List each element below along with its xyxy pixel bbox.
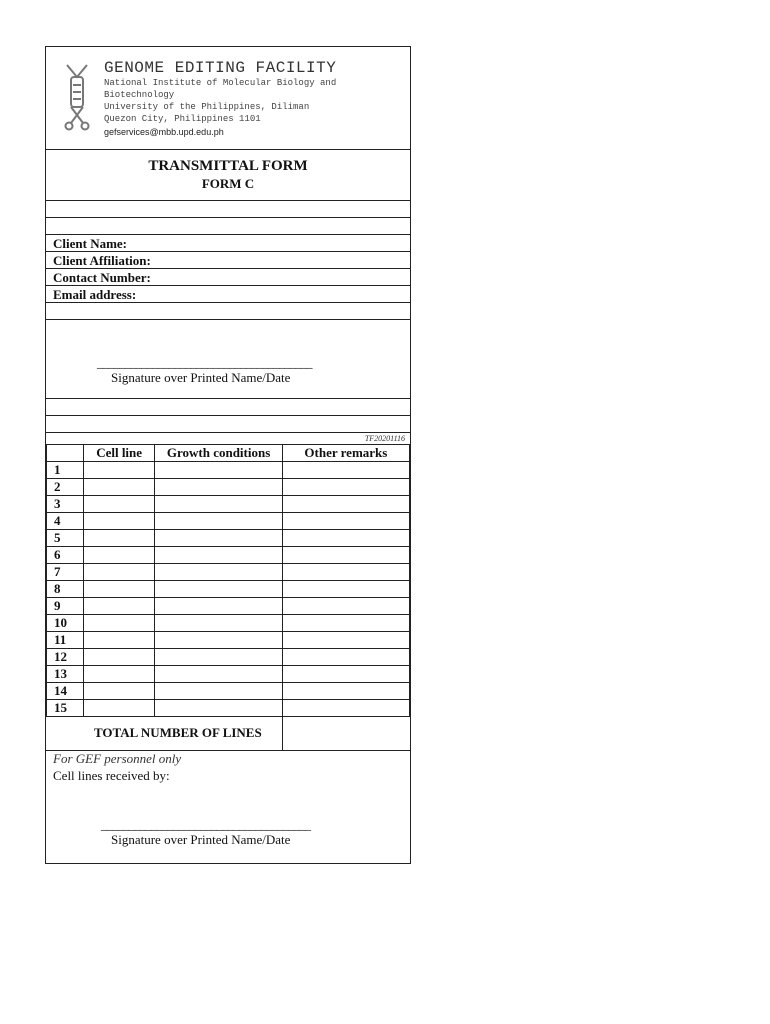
divider bbox=[46, 415, 410, 416]
cell-line-header: Cell line bbox=[83, 445, 155, 462]
table-row bbox=[47, 598, 410, 615]
cell-line-cell[interactable] bbox=[83, 615, 155, 632]
row-number: 6 bbox=[47, 547, 84, 564]
table-row bbox=[47, 649, 410, 666]
row-number: 12 bbox=[47, 649, 84, 666]
divider bbox=[46, 251, 410, 252]
row-number: 5 bbox=[47, 530, 84, 547]
row-number: 2 bbox=[47, 479, 84, 496]
table-row bbox=[47, 462, 410, 479]
growth-conditions-cell[interactable] bbox=[155, 547, 282, 564]
row-number: 11 bbox=[47, 632, 84, 649]
personnel-signature-caption: Signature over Printed Name/Date bbox=[111, 832, 291, 847]
table-row bbox=[47, 700, 410, 717]
cell-line-cell[interactable] bbox=[83, 581, 155, 598]
divider bbox=[46, 432, 410, 433]
contact-number-label: Contact Number: bbox=[53, 270, 151, 285]
other-remarks-cell[interactable] bbox=[282, 666, 409, 683]
growth-conditions-cell[interactable] bbox=[155, 513, 282, 530]
cell-line-cell[interactable] bbox=[83, 666, 155, 683]
other-remarks-cell[interactable] bbox=[282, 598, 409, 615]
form-title: TRANSMITTAL FORM bbox=[148, 158, 308, 174]
growth-conditions-cell[interactable] bbox=[155, 581, 282, 598]
row-number: 13 bbox=[47, 666, 84, 683]
total-row bbox=[46, 716, 410, 751]
dna-scissors-icon bbox=[64, 61, 90, 133]
cell-line-cell[interactable] bbox=[83, 683, 155, 700]
growth-conditions-cell[interactable] bbox=[155, 683, 282, 700]
other-remarks-cell[interactable] bbox=[282, 564, 409, 581]
table-row bbox=[47, 683, 410, 700]
other-remarks-cell[interactable] bbox=[282, 496, 409, 513]
row-number: 8 bbox=[47, 581, 84, 598]
table-row bbox=[47, 615, 410, 632]
other-remarks-cell[interactable] bbox=[282, 615, 409, 632]
other-remarks-cell[interactable] bbox=[282, 479, 409, 496]
table-row bbox=[47, 666, 410, 683]
cell-line-cell[interactable] bbox=[83, 530, 155, 547]
row-number: 10 bbox=[47, 615, 84, 632]
cell-line-cell[interactable] bbox=[83, 496, 155, 513]
address-line: Quezon City, Philippines 1101 bbox=[104, 114, 261, 124]
divider bbox=[46, 268, 410, 269]
table-row bbox=[47, 564, 410, 581]
number-header bbox=[47, 445, 84, 462]
row-number: 4 bbox=[47, 513, 84, 530]
growth-conditions-cell[interactable] bbox=[155, 564, 282, 581]
facility-header bbox=[46, 47, 410, 150]
divider bbox=[46, 302, 410, 303]
table-row bbox=[47, 547, 410, 564]
cell-line-cell[interactable] bbox=[83, 564, 155, 581]
other-remarks-cell[interactable] bbox=[282, 462, 409, 479]
growth-conditions-cell[interactable] bbox=[155, 496, 282, 513]
other-remarks-cell[interactable] bbox=[282, 530, 409, 547]
personnel-signature-line: ______________________________________ bbox=[101, 817, 310, 832]
cell-line-table bbox=[46, 444, 410, 717]
row-number: 14 bbox=[47, 683, 84, 700]
client-name-label: Client Name: bbox=[53, 236, 128, 251]
client-signature-caption: Signature over Printed Name/Date bbox=[111, 370, 291, 385]
cell-line-cell[interactable] bbox=[83, 649, 155, 666]
cell-line-cell[interactable] bbox=[83, 547, 155, 564]
cell-line-cell[interactable] bbox=[83, 632, 155, 649]
growth-conditions-cell[interactable] bbox=[155, 530, 282, 547]
growth-conditions-cell[interactable] bbox=[155, 649, 282, 666]
divider bbox=[46, 319, 410, 320]
row-number: 15 bbox=[47, 700, 84, 717]
cell-line-cell[interactable] bbox=[83, 598, 155, 615]
row-number: 1 bbox=[47, 462, 84, 479]
table-row bbox=[47, 496, 410, 513]
table-row bbox=[47, 530, 410, 547]
table-row bbox=[47, 479, 410, 496]
other-remarks-cell[interactable] bbox=[282, 632, 409, 649]
divider bbox=[46, 398, 410, 399]
table-header-row bbox=[47, 445, 410, 462]
table-row bbox=[47, 513, 410, 530]
table-row bbox=[47, 632, 410, 649]
divider bbox=[46, 285, 410, 286]
form-code: TF20201116 bbox=[364, 434, 405, 443]
cell-line-cell[interactable] bbox=[83, 700, 155, 717]
cell-line-cell[interactable] bbox=[83, 479, 155, 496]
transmittal-form bbox=[45, 46, 411, 864]
table-row bbox=[47, 581, 410, 598]
client-signature-line: _______________________________________ bbox=[97, 355, 312, 370]
client-affiliation-label: Client Affiliation: bbox=[53, 253, 151, 268]
divider bbox=[46, 217, 410, 218]
divider bbox=[46, 234, 410, 235]
form-subtitle: FORM C bbox=[201, 176, 255, 191]
row-number: 7 bbox=[47, 564, 84, 581]
address-line: University of the Philippines, Diliman bbox=[104, 102, 310, 112]
email-address-label: Email address: bbox=[53, 287, 137, 302]
address-line: National Institute of Molecular Biology and bbox=[104, 78, 337, 88]
growth-conditions-cell[interactable] bbox=[155, 598, 282, 615]
received-by-label: Cell lines received by: bbox=[53, 768, 170, 783]
other-remarks-cell[interactable] bbox=[282, 547, 409, 564]
growth-conditions-cell[interactable] bbox=[155, 479, 282, 496]
cell-line-cell[interactable] bbox=[83, 513, 155, 530]
growth-conditions-header: Growth conditions bbox=[155, 445, 282, 462]
total-lines-label: TOTAL NUMBER OF LINES bbox=[94, 725, 262, 740]
facility-name: GENOME EDITING FACILITY bbox=[104, 59, 337, 77]
cell-line-cell[interactable] bbox=[83, 462, 155, 479]
growth-conditions-cell[interactable] bbox=[155, 666, 282, 683]
row-number: 9 bbox=[47, 598, 84, 615]
growth-conditions-cell[interactable] bbox=[155, 632, 282, 649]
personnel-note: For GEF personnel only bbox=[53, 751, 182, 766]
total-lines-field[interactable] bbox=[282, 716, 411, 750]
other-remarks-cell[interactable] bbox=[282, 700, 409, 717]
other-remarks-cell[interactable] bbox=[282, 649, 409, 666]
other-remarks-cell[interactable] bbox=[282, 513, 409, 530]
address-line: Biotechnology bbox=[104, 90, 175, 100]
row-number: 3 bbox=[47, 496, 84, 513]
growth-conditions-cell[interactable] bbox=[155, 462, 282, 479]
form-title-block bbox=[46, 150, 410, 201]
other-remarks-cell[interactable] bbox=[282, 581, 409, 598]
growth-conditions-cell[interactable] bbox=[155, 615, 282, 632]
other-remarks-cell[interactable] bbox=[282, 683, 409, 700]
facility-email: gefservices@mbb.upd.edu.ph bbox=[104, 127, 224, 137]
other-remarks-header: Other remarks bbox=[282, 445, 409, 462]
growth-conditions-cell[interactable] bbox=[155, 700, 282, 717]
